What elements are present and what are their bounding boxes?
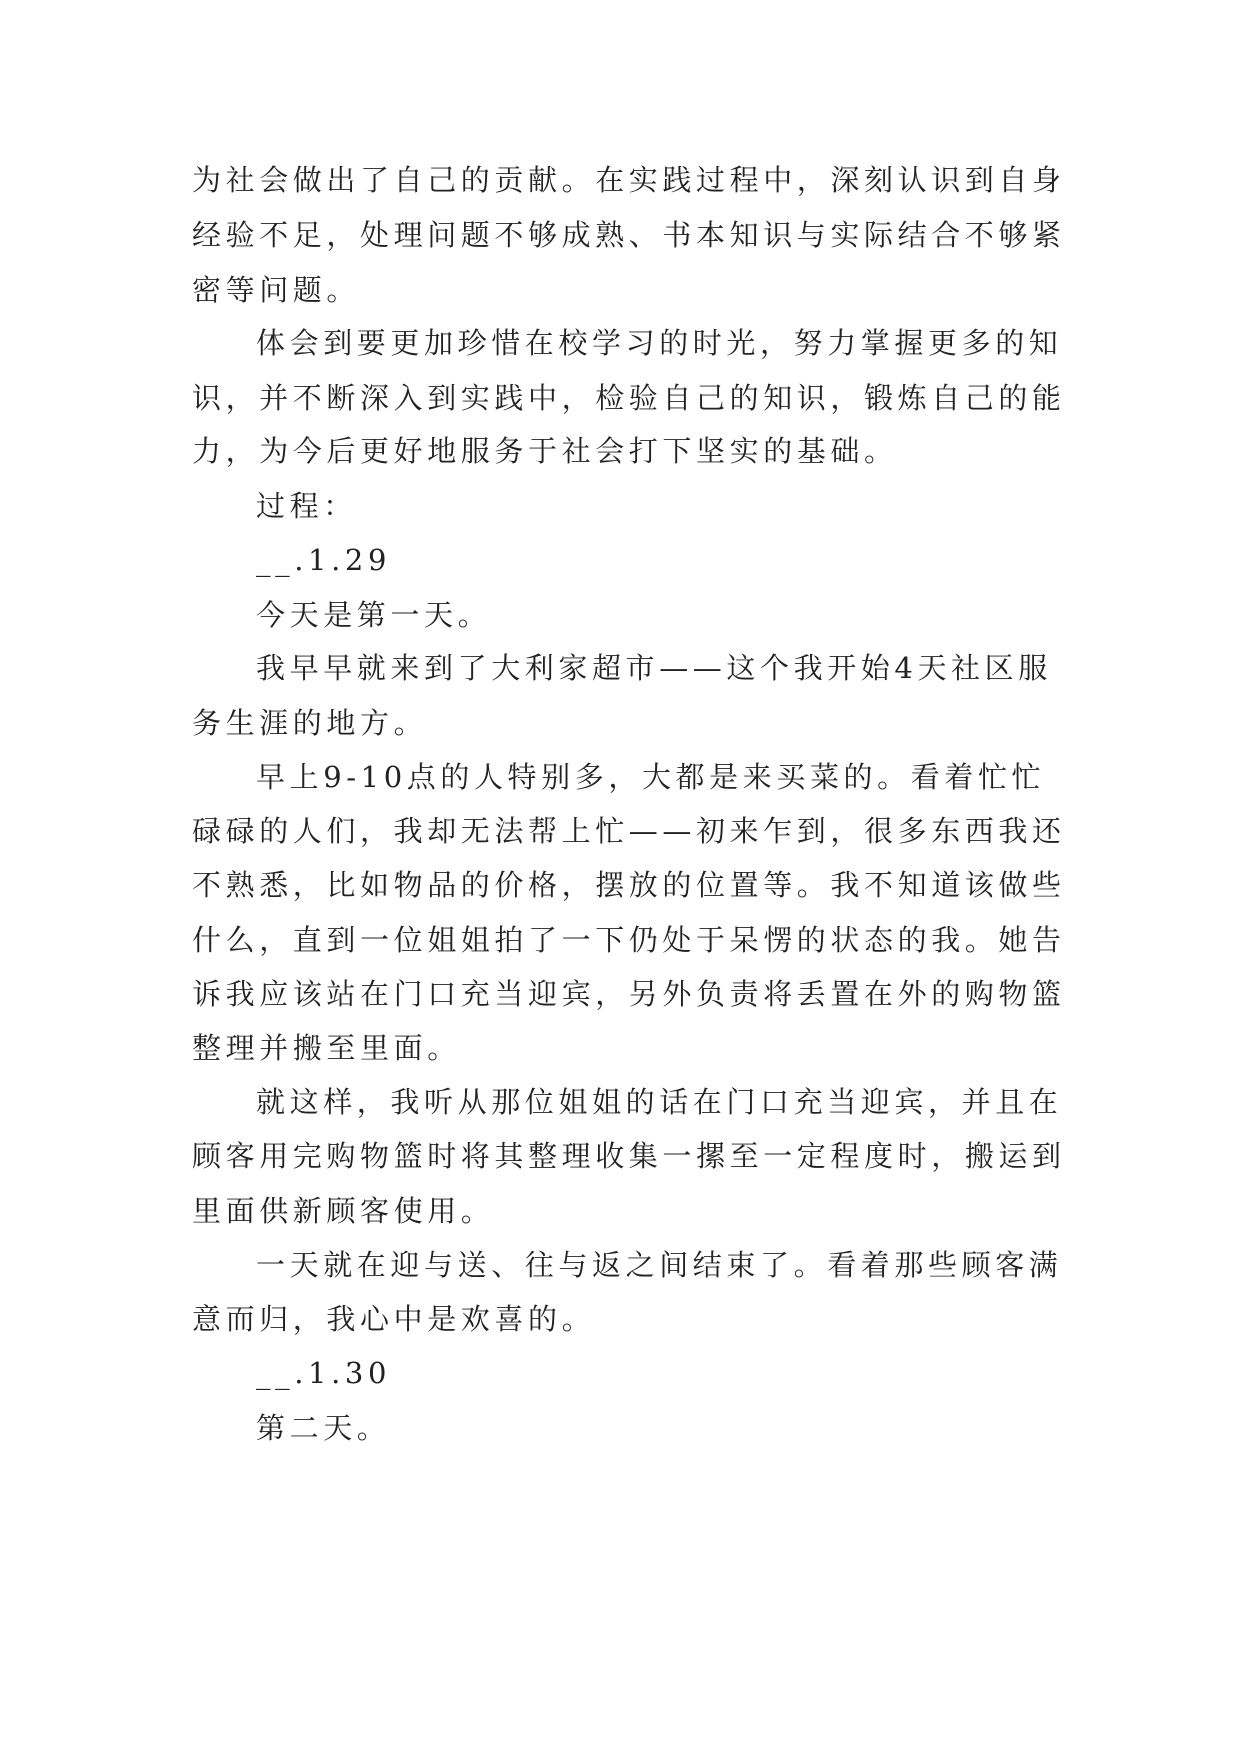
text-line-24: 第二天。 (256, 1411, 391, 1445)
text-line-10: 我早早就来到了大利家超市——这个我开始4天社区服 (256, 651, 1052, 685)
text-line-6: 力，为今后更好地服务于社会打下坚实的基础。 (192, 434, 898, 468)
text-line-15: 什么，直到一位姐姐拍了一下仍处于呆愣的状态的我。她告 (192, 923, 1066, 957)
text-line-4: 体会到要更加珍惜在校学习的时光，努力掌握更多的知 (256, 326, 1063, 360)
date-line-1: __.1.29 (256, 543, 391, 577)
text-line-22: 意而归，我心中是欢喜的。 (192, 1302, 596, 1336)
text-line-14: 不熟悉，比如物品的价格，摆放的位置等。我不知道该做些 (192, 868, 1066, 902)
text-line-17: 整理并搬至里面。 (192, 1031, 461, 1065)
text-line-11: 务生涯的地方。 (192, 706, 428, 740)
text-line-7: 过程： (256, 489, 357, 523)
text-line-9: 今天是第一天。 (256, 598, 492, 632)
text-line-3: 密等问题。 (192, 273, 361, 307)
text-line-2: 经验不足，处理问题不够成熟、书本知识与实际结合不够紧 (192, 218, 1066, 252)
text-line-19: 顾客用完购物篮时将其整理收集一摞至一定程度时，搬运到 (192, 1139, 1066, 1173)
text-line-5: 识，并不断深入到实践中，检验自己的知识，锻炼自己的能 (192, 381, 1066, 415)
text-line-16: 诉我应该站在门口充当迎宾，另外负责将丢置在外的购物篮 (192, 977, 1066, 1011)
text-line-1: 为社会做出了自己的贡献。在实践过程中，深刻认识到自身 (192, 163, 1066, 197)
text-line-13: 碌碌的人们，我却无法帮上忙——初来乍到，很多东西我还 (192, 814, 1066, 848)
text-line-21: 一天就在迎与送、往与返之间结束了。看着那些顾客满 (256, 1248, 1063, 1282)
text-line-12: 早上9-10点的人特别多，大都是来买菜的。看着忙忙 (256, 760, 1046, 794)
date-line-2: __.1.30 (256, 1356, 391, 1390)
text-line-20: 里面供新顾客使用。 (192, 1194, 495, 1228)
text-line-18: 就这样，我听从那位姐姐的话在门口充当迎宾，并且在 (256, 1085, 1063, 1119)
